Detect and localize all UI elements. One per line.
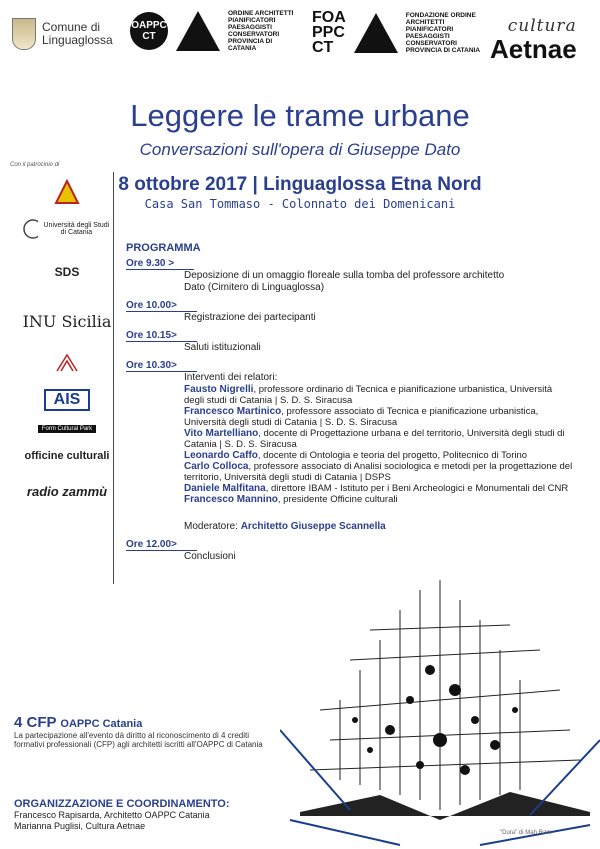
sponsor-sds: SDS	[54, 265, 80, 279]
fondazione-logo	[312, 10, 484, 55]
foa-text: FOA PPC CT	[312, 9, 346, 56]
speaker: Fausto Nigrelli, professore ordinario di Tecnica e pianificazione urbanistica, Università degli studi di Catania | S. D. S. Siracusa	[184, 384, 553, 406]
program	[126, 242, 586, 563]
time-slot: Ore 9.30 >	[126, 258, 194, 270]
university-seal-icon	[22, 218, 38, 240]
organizer: Marianna Puglisi, Cultura Aetnae	[14, 821, 146, 831]
organization-section	[14, 798, 314, 832]
slot-description: Saluti istituzionali	[184, 342, 261, 353]
speaker: Francesco Mannino, presidente Officine culturali	[184, 494, 398, 505]
triangle-icon	[176, 11, 220, 51]
cfp-title: 4 CFP OAPPC Catania	[14, 714, 143, 731]
stripes-icon	[55, 353, 79, 373]
cultura-word: cultura	[507, 16, 577, 36]
page-subtitle: Conversazioni sull'opera di Giuseppe Dato	[139, 140, 461, 159]
speaker: Carlo Colloca, professore associato di Analisi sociologica e metodi per la progettazione del territorio, Università degli studi di Catania | DSPS	[184, 461, 573, 483]
sponsor-fondazione	[22, 348, 112, 378]
sponsor-radio: radio zammù	[26, 483, 108, 499]
speaker: Leonardo Caffo, docente di Ontologia e teoria del progetto, Politecnico di Torino	[184, 450, 528, 461]
comune-logo	[12, 18, 113, 50]
slot-description: Deposizione di un omaggio floreale sulla tomba del professore architetto Dato (Cimitero di Linguaglossa)	[184, 270, 505, 293]
patrocinio-label: Con il patrocinio di	[10, 162, 60, 168]
triangle-icon	[354, 13, 398, 53]
sponsor-unict: Università degli Studi di Catania	[22, 215, 112, 243]
speaker: Francesco Martinico, professore associato di Tecnica e pianificazione urbanistica, Università degli studi di Catania | S. D. S. Siracusa	[184, 406, 539, 428]
cultura-aetnae-logo	[490, 16, 577, 62]
page-title: Leggere le trame urbane	[130, 98, 470, 133]
cfp-section	[14, 714, 264, 749]
time-slot: Ore 12.00>	[126, 539, 197, 551]
speaker: Daniele Malfitana, direttore IBAM - Istituto per i Beni Archeologici e Monumentali del CNR	[184, 483, 569, 494]
sponsor-officine: officine culturali	[24, 450, 110, 462]
program-heading: PROGRAMMA	[126, 242, 201, 254]
slot-description: Conclusioni	[184, 551, 236, 562]
sponsor-list	[22, 176, 112, 513]
artwork-caption: "Dura" di Mah Ram	[500, 830, 552, 836]
event-venue: Casa San Tommaso - Colonnato dei Domenicani	[144, 197, 456, 211]
sponsor-ais: AIS	[22, 385, 112, 415]
speaker: Vito Martelliano, docente di Progettazione urbana e del territorio, Università degli studi di Catania | S. D. S. Siracusa	[184, 428, 565, 450]
regione-icon	[54, 179, 80, 205]
organizer: Francesco Rapisarda, Architetto OAPPC Catania	[14, 810, 210, 820]
organization-title: ORGANIZZAZIONE E COORDINAMENTO:	[14, 798, 230, 810]
slot-description: Interventi dei relatori:	[184, 372, 278, 383]
ordine-text: ORDINE ARCHITETTI PIANIFICATORI PAESAGGISTI CONSERVATORI PROVINCIA DI CATANIA	[228, 10, 294, 52]
time-slot: Ore 10.15>	[126, 330, 197, 342]
fondazione-text: FONDAZIONE ORDINE ARCHITETTI PIANIFICATORI PAESAGGISTI CONSERVATORI PROVINCIA DI CATANIA	[405, 11, 481, 54]
comune-name: Comune di Linguaglossa	[42, 20, 113, 47]
moderator: Moderatore: Architetto Giuseppe Scannella	[184, 521, 386, 532]
sponsor-regione	[22, 176, 112, 208]
artwork-illustration	[280, 580, 600, 848]
crest-icon	[12, 18, 36, 50]
time-slot: Ore 10.30>	[126, 360, 197, 372]
slot-description: Registrazione dei partecipanti	[184, 312, 316, 323]
event-date: 8 ottobre 2017 | Linguaglossa Etna Nord	[118, 174, 482, 195]
aetnae-word: Aetnae	[490, 34, 577, 64]
cfp-text: La partecipazione all'evento dà diritto al riconoscimento di 4 crediti formativi professionali (CFP) agli architetti iscritti all'OAPPC di Catania	[14, 731, 263, 749]
time-slot: Ore 10.00>	[126, 300, 197, 312]
divider	[113, 172, 114, 584]
oappc-circle: OAPPC CT	[130, 12, 168, 50]
sponsor-inu: INU Sicilia	[22, 311, 112, 331]
sponsor-farm: Form Cultural Park	[22, 422, 112, 436]
oappc-logo	[130, 10, 300, 52]
